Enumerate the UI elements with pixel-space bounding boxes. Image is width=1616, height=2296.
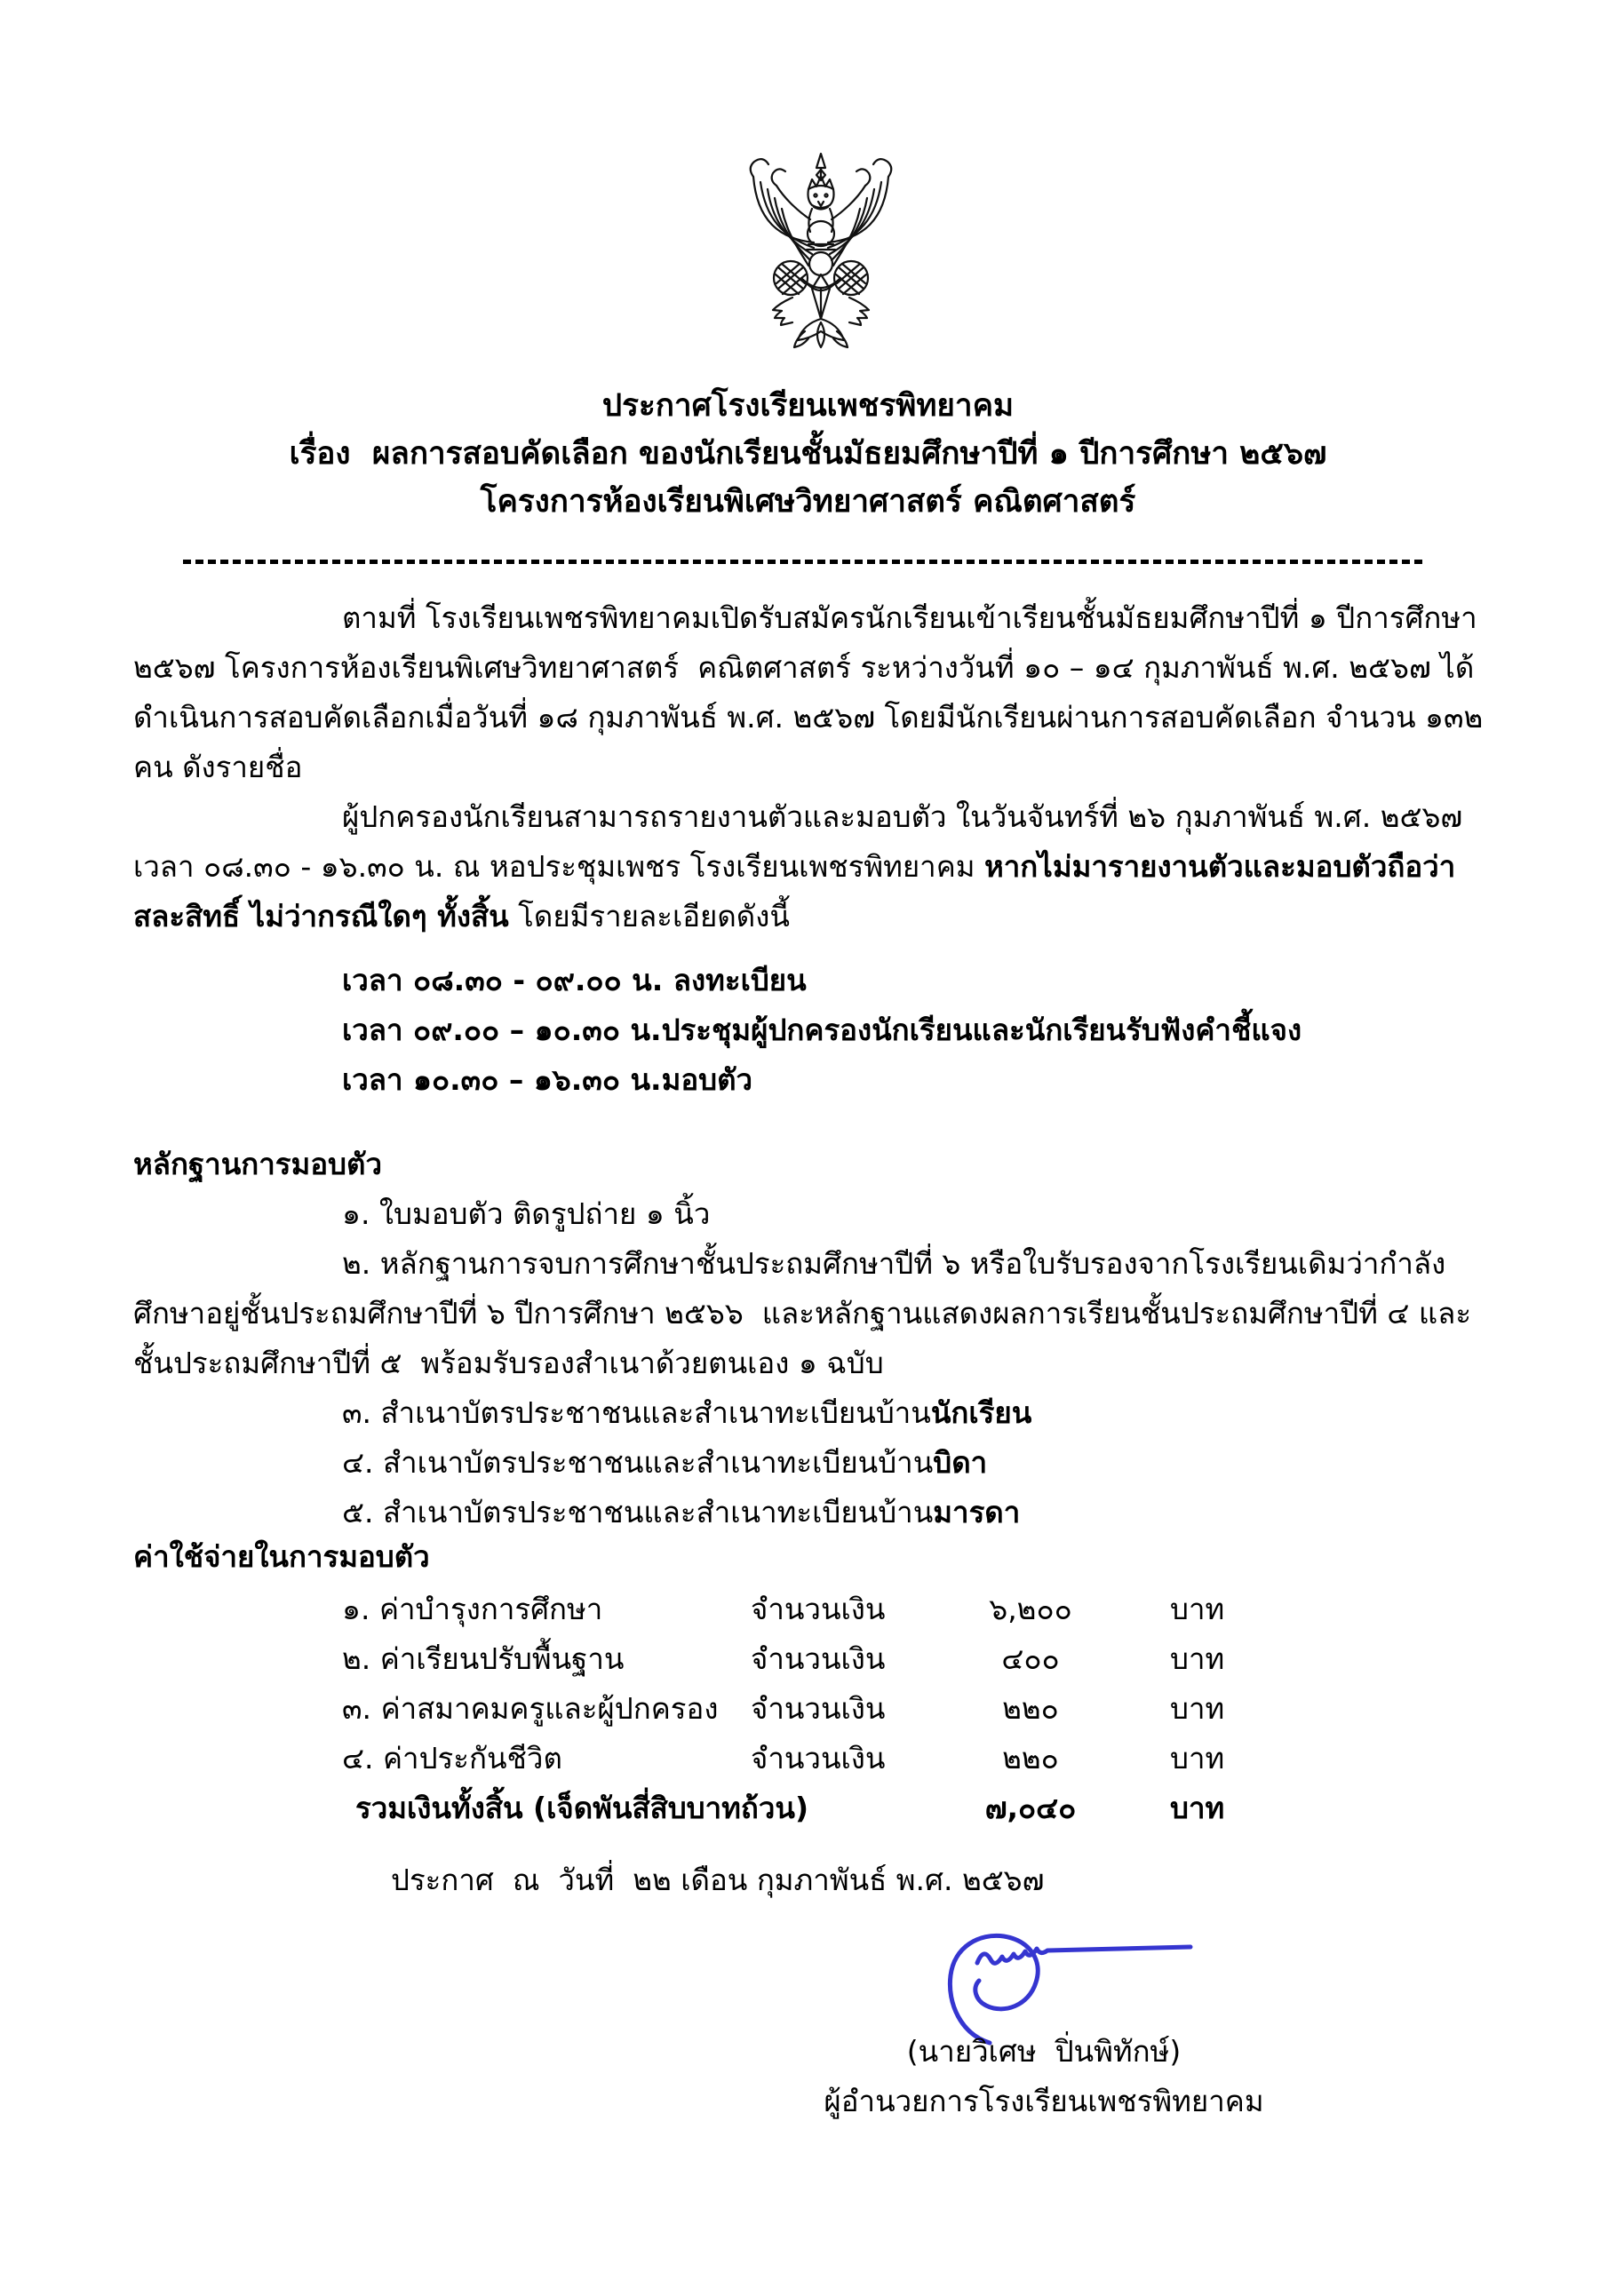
evidence-heading: หลักฐานการมอบตัว: [133, 1147, 382, 1181]
evidence-item-5-text: ๕. สำเนาบัตรประชาชนและสำเนาทะเบียนบ้าน: [342, 1495, 934, 1529]
evidence-item-1: [133, 1189, 1497, 1239]
signer-name: (นายวิเศษ ปิ่นพิทักษ์): [906, 2034, 1182, 2069]
schedule-section: [133, 956, 1497, 1105]
fee-item-label: [342, 1734, 751, 1784]
fee-no: ๓.: [342, 1691, 372, 1726]
fee-item: ค่าสมาคมครูและผู้ปกครอง: [380, 1691, 719, 1726]
announcement-program: โครงการห้องเรียนพิเศษวิทยาศาสตร์ คณิตศาสตร์: [480, 484, 1136, 520]
fee-amount: ๔๐๐: [1001, 1641, 1060, 1676]
dashed-divider: [183, 560, 1423, 564]
evidence-item-2-text: ๒. หลักฐานการจบการศึกษาชั้นประถมศึกษาปีที่ ๖ หรือใบรับรองจากโรงเรียนเดิมว่ากำลังศึกษาอยู่ชั้นประถมศึกษาปีที่ ๖ ปีการศึกษา ๒๕๖๖ และหลักฐานแสดงผลการเรียนชั้นประถมศึกษาปีที่ ๔ และชั้นประถมศึกษาปีที่ ๕ พร้อมรับรองสำเนาด้วยตนเอง ๑ ฉบับ: [133, 1246, 1472, 1380]
schedule-line-2: เวลา ๐๙.๐๐ – ๑๐.๓๐ น.ประชุมผู้ปกครองนักเรียนและนักเรียนรับฟังคำชี้แจง: [342, 1013, 1302, 1047]
signer-block: [795, 2027, 1293, 2126]
fee-total-row: [342, 1784, 1497, 1833]
paragraph-report: [133, 792, 1497, 941]
paragraph-report-normal: ผู้ปกครองนักเรียนสามารถรายงานตัวและมอบตัว ในวันจันทร์ที่ ๒๖ กุมภาพันธ์ พ.ศ. ๒๕๖๗ เวลา ๐๘.๓๐ - ๑๖.๓๐ น. ณ หอประชุมเพชร โรงเรียนเพชรพิทยาคม: [133, 799, 1463, 884]
fee-amount: ๖,๒๐๐: [989, 1592, 1072, 1626]
fee-item-label: [342, 1634, 751, 1684]
fee-no: ๒.: [342, 1641, 371, 1676]
evidence-item-2: [133, 1239, 1497, 1388]
fee-unit: บาท: [1170, 1691, 1225, 1726]
paragraph-intro: ตามที่ โรงเรียนเพชรพิทยาคมเปิดรับสมัครนักเรียนเข้าเรียนชั้นมัธยมศึกษาปีที่ ๑ ปีการศึกษา ๒๕๖๗ โครงการห้องเรียนพิเศษวิทยาศาสตร์ คณิตศาสตร์ ระหว่างวันที่ ๑๐ – ๑๔ กุมภาพันธ์ พ.ศ. ๒๕๖๗ ได้ดำเนินการสอบคัดเลือกเมื่อวันที่ ๑๘ กุมภาพันธ์ พ.ศ. ๒๕๖๗ โดยมีนักเรียนผ่านการสอบคัดเลือก จำนวน ๑๓๒ คน ดังรายชื่อ: [133, 600, 1484, 784]
evidence-item-4-bold: บิดา: [933, 1445, 988, 1480]
fee-total-label: รวมเงินทั้งสิ้น (เจ็ดพันสี่สิบบาทถ้วน): [355, 1791, 809, 1825]
evidence-item-3-bold: นักเรียน: [930, 1395, 1032, 1430]
paragraph-report-tail: โดยมีรายละเอียดดังนี้: [508, 899, 790, 933]
evidence-item-3-text: ๓. สำเนาบัตรประชาชนและสำเนาทะเบียนบ้าน: [342, 1395, 931, 1430]
fee-total-unit: บาท: [1170, 1791, 1225, 1825]
fee-item: ค่าประกันชีวิต: [382, 1741, 562, 1776]
fee-table-section: [133, 1585, 1497, 1833]
title-block: [0, 382, 1616, 526]
fee-amount-label: จำนวนเงิน: [751, 1592, 886, 1626]
fee-row-2: [342, 1634, 1497, 1684]
signer-title: ผู้อำนวยการโรงเรียนเพชรพิทยาคม: [824, 2084, 1264, 2118]
garuda-emblem-lines: [751, 154, 892, 347]
fee-item-label: [342, 1585, 751, 1634]
announcement-title: ประกาศโรงเรียนเพชรพิทยาคม: [601, 388, 1015, 424]
fee-amount-label: จำนวนเงิน: [751, 1691, 886, 1726]
evidence-item-4: [133, 1438, 1497, 1488]
fee-no: ๑.: [342, 1592, 370, 1626]
evidence-item-1-text: ๑. ใบมอบตัว ติดรูปถ่าย ๑ นิ้ว: [342, 1196, 711, 1231]
schedule-line-1: เวลา ๐๘.๓๐ - ๐๙.๐๐ น. ลงทะเบียน: [342, 963, 807, 997]
fee-unit: บาท: [1170, 1592, 1225, 1626]
fee-row-4: [342, 1734, 1497, 1784]
evidence-item-5-bold: มารดา: [933, 1495, 1021, 1529]
fee-item-label: [342, 1684, 751, 1734]
evidence-item-5: [133, 1488, 1497, 1537]
evidence-list: [133, 1189, 1497, 1537]
fee-unit: บาท: [1170, 1641, 1225, 1676]
fee-item: ค่าเรียนปรับพื้นฐาน: [379, 1641, 625, 1676]
fee-no: ๔.: [342, 1741, 374, 1776]
fee-total-amount: ๗,๐๔๐: [984, 1791, 1077, 1825]
evidence-item-4-text: ๔. สำเนาบัตรประชาชนและสำเนาทะเบียนบ้าน: [342, 1445, 934, 1480]
announcement-subject: เรื่อง ผลการสอบคัดเลือก ของนักเรียนชั้นมัธยมศึกษาปีที่ ๑ ปีการศึกษา ๒๕๖๗: [289, 436, 1327, 472]
fee-amount: ๒๒๐: [1002, 1741, 1059, 1776]
fee-amount: ๒๒๐: [1002, 1691, 1059, 1726]
report-section: [133, 792, 1497, 941]
expenses-heading: ค่าใช้จ่ายในการมอบตัว: [133, 1539, 430, 1574]
paragraph-report-bold: หากไม่มารายงานตัวและมอบตัวถือว่าสละสิทธิ์ ไม่ว่ากรณีใดๆ ทั้งสิ้น: [133, 849, 1456, 933]
evidence-item-3: [133, 1388, 1497, 1438]
garuda-emblem-icon: [727, 147, 915, 364]
fee-amount-label: จำนวนเงิน: [751, 1741, 886, 1776]
fee-unit: บาท: [1170, 1741, 1225, 1776]
fee-row-1: [342, 1585, 1497, 1634]
intro-section: [133, 593, 1497, 792]
fee-table: [342, 1585, 1497, 1833]
fee-item: ค่าบำรุงการศึกษา: [378, 1592, 603, 1626]
announce-date-line: ประกาศ ณ วันที่ ๒๒ เดือน กุมภาพันธ์ พ.ศ. ๒๕๖๗: [391, 1863, 1045, 1897]
schedule-line-3: เวลา ๑๐.๓๐ – ๑๖.๓๐ น.มอบตัว: [342, 1062, 753, 1097]
fee-row-3: [342, 1684, 1497, 1734]
fee-amount-label: จำนวนเงิน: [751, 1641, 886, 1676]
